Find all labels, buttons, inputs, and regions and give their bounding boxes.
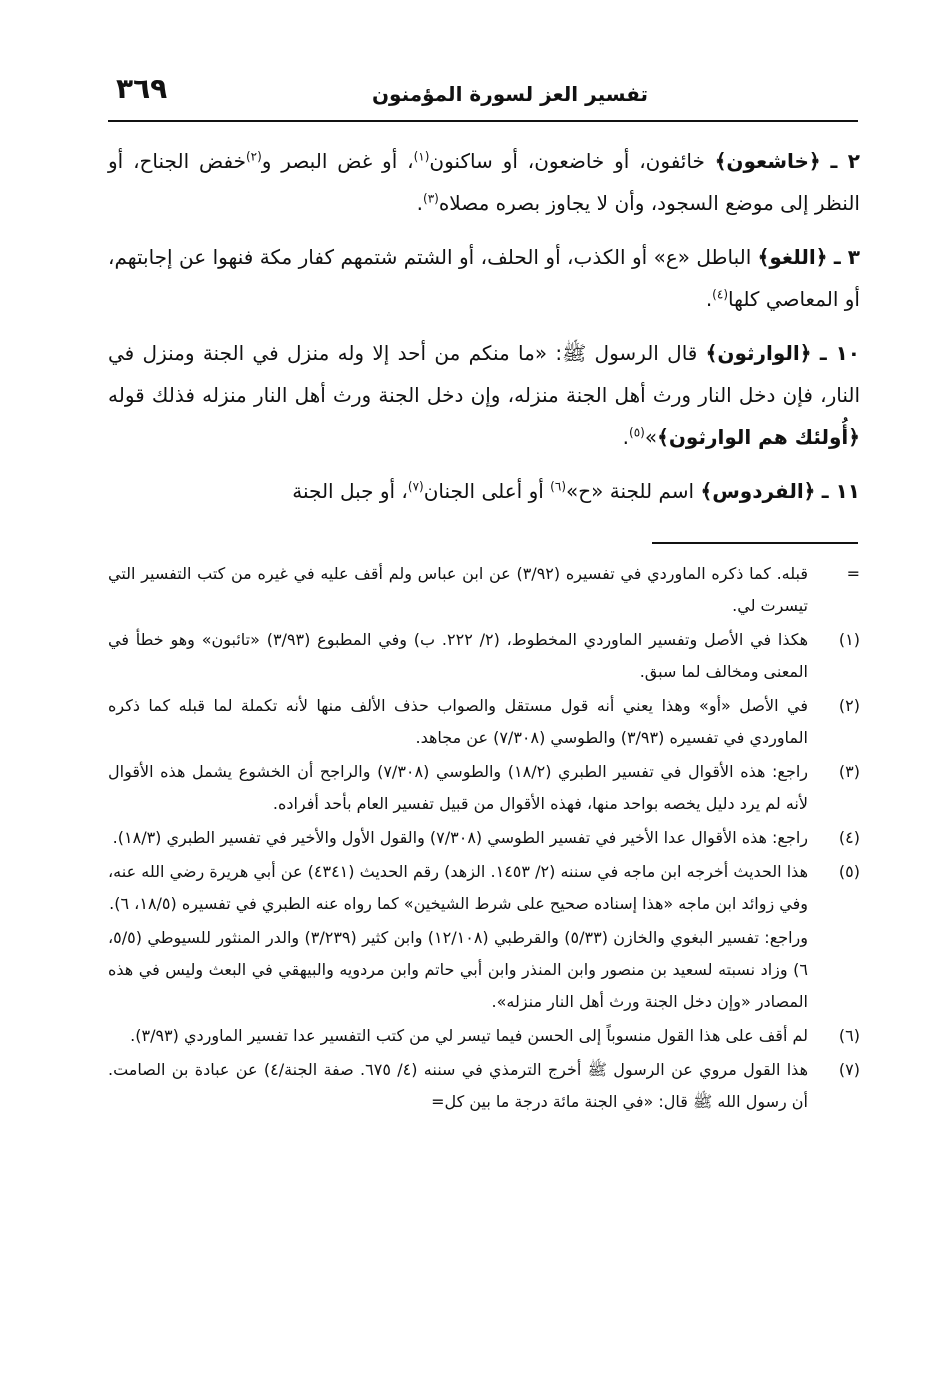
quranic-term: ﴿الفردوس﴾ <box>700 479 816 503</box>
quranic-term: ﴿اللغو﴾ <box>757 245 828 269</box>
footnote-marker: (٤) <box>712 287 728 302</box>
footnote-continuation <box>108 558 860 622</box>
entry-2 <box>108 140 860 224</box>
running-title: تفسير العز لسورة المؤمنون <box>371 82 648 106</box>
footnote-marker: (٥) <box>629 425 645 440</box>
entry-text: » <box>644 425 658 449</box>
entry-text: أو أعلى الجنان <box>423 479 544 503</box>
footnote-text: هذا القول مروي عن الرسول ﷺ أخرج الترمذي في سننه (٤/ ٦٧٥. صفة الجنة/٤) عن عبادة بن الصامت. أن رسول الله ﷺ قال: «في الجنة مائة درجة ما بين كل= <box>108 1060 809 1111</box>
footnote-marker: (٣) <box>423 191 439 206</box>
footnote-text: راجع: هذه الأقوال في تفسير الطبري (١٨/٢) والطوسي (٧/٣٠٨) والراجح أن الخشوع يشمل هذه الأقوال لأنه لم يرد دليل يخصه بواحد منها، فهذه الأقوال من قبيل تفسير العام بأحد أفراده. <box>108 762 809 813</box>
page-number: ٣٦٩ <box>116 72 168 105</box>
footnote-3 <box>108 756 860 820</box>
footnote-label: (١) <box>838 630 860 649</box>
footnote-label: (٧) <box>838 1060 860 1079</box>
footnote-label: (٤) <box>838 828 860 847</box>
verse-number: ٣ ـ <box>833 245 860 269</box>
entry-3 <box>108 236 860 320</box>
footnotes <box>108 558 860 1120</box>
entry-text: الباطل «ع» أو الكذب، أو الحلف، أو الشتم شتمهم كفار مكة فنهوا عن إجابتهم، أو المعاصي كلها <box>108 245 860 311</box>
verse-number: ٢ ـ <box>830 149 861 173</box>
page-header <box>108 70 858 122</box>
footnote-text: هكذا في الأصل وتفسير الماوردي المخطوط، (٢/ ٢٢٢. ب) وفي المطبوع (٣/٩٣) «تائبون» وهو خطأ في المعنى ومخالف لما سبق. <box>108 630 809 681</box>
footnote-1 <box>108 624 860 688</box>
entry-11 <box>108 470 860 512</box>
entry-text: ، أو غض البصر و <box>261 149 414 173</box>
entry-text: ، أو جبل الجنة <box>292 479 408 503</box>
entry-text: . <box>622 425 630 449</box>
footnote-label: (٦) <box>838 1026 860 1045</box>
footnote-text: هذا الحديث أخرجه ابن ماجه في سننه (٢/ ١٤٥٣. الزهد) رقم الحديث (٤٣٤١) عن أبي هريرة رضي الله عنه، وفي زوائد ابن ماجه «هذا إسناده صحيح على شرط الشيخين» كما رواه عنه الطبري في تفسيره (١٨/٥، ٦). <box>108 862 809 913</box>
footnote-text: وراجع: تفسير البغوي والخازن (٥/٣٣) والقرطبي (١٢/١٠٨) وابن كثير (٣/٢٣٩) والدر المنثور للسيوطي (٥/٥، ٦) وزاد نسبته لسعيد بن منصور وابن المنذر وابن أبي حاتم وابن مردويه والبيهقي في البعث وليس في هذه المصادر «وإن دخل الجنة ورث أهل النار منزله». <box>108 928 808 1011</box>
footnote-text: في الأصل «أو» وهذا يعني أنه قول مستقل والصواب حذف الألف منها لأنه تكملة لما قبله كما ذكره الماوردي في تفسيره (٣/٩٣) والطوسي (٧/٣٠٨) عن مجاهد. <box>108 696 808 747</box>
verse-number: ١١ ـ <box>821 479 860 503</box>
footnote-7 <box>108 1054 860 1118</box>
entry-text: اسم للجنة «ح» <box>566 479 695 503</box>
verse-number: ١٠ ـ <box>819 341 860 365</box>
footnote-label: (٣) <box>838 762 860 781</box>
footnote-separator <box>652 542 858 544</box>
quranic-term: ﴿خاشعون﴾ <box>714 149 821 173</box>
footnote-marker: (٦) <box>550 479 566 494</box>
footnote-marker: (١) <box>413 149 430 164</box>
quranic-term: ﴿الوارثون﴾ <box>705 341 812 365</box>
main-text <box>108 140 860 524</box>
footnote-5-continued <box>108 922 860 1018</box>
entry-text: . <box>705 287 713 311</box>
entry-text: خفض الجناح، أو النظر إلى موضع السجود، وأن لا يجاوز بصره مصلاه <box>108 149 860 215</box>
entry-text: خائفون، أو خاضعون، أو ساكنون <box>429 149 705 173</box>
footnote-label: = <box>846 564 860 583</box>
footnote-2 <box>108 690 860 754</box>
footnote-marker: (٧) <box>407 479 424 494</box>
footnote-4 <box>108 822 860 854</box>
quranic-quote: ﴿أُولئك هم الوارثون﴾ <box>657 425 860 449</box>
footnote-label: (٢) <box>838 696 860 715</box>
footnote-text: قبله. كما ذكره الماوردي في تفسيره (٣/٩٢) عن ابن عباس ولم أقف عليه في غيره من كتب التفسير التي تيسرت لي. <box>108 564 809 615</box>
footnote-marker: (٢) <box>245 149 262 164</box>
footnote-text: لم أقف على هذا القول منسوباً إلى الحسن فيما تيسر لي من كتب التفسير عدا تفسير الماوردي (٣/٩٣). <box>130 1026 808 1045</box>
footnote-text: راجع: هذه الأقوال عدا الأخير في تفسير الطوسي (٧/٣٠٨) والقول الأول والأخير في تفسير الطبري (١٨/٣). <box>112 828 808 847</box>
entry-text: . <box>416 191 423 215</box>
footnote-label: (٥) <box>838 862 860 881</box>
entry-text: قال الرسول ﷺ: «ما منكم من أحد إلا وله منزل في الجنة ومنزل في النار، فإن دخل النار ورث أهل الجنة منزله، وإن دخل الجنة ورث أهل النار منزله فذلك قوله <box>108 341 860 407</box>
footnote-5 <box>108 856 860 920</box>
entry-10 <box>108 332 860 458</box>
footnote-6 <box>108 1020 860 1052</box>
